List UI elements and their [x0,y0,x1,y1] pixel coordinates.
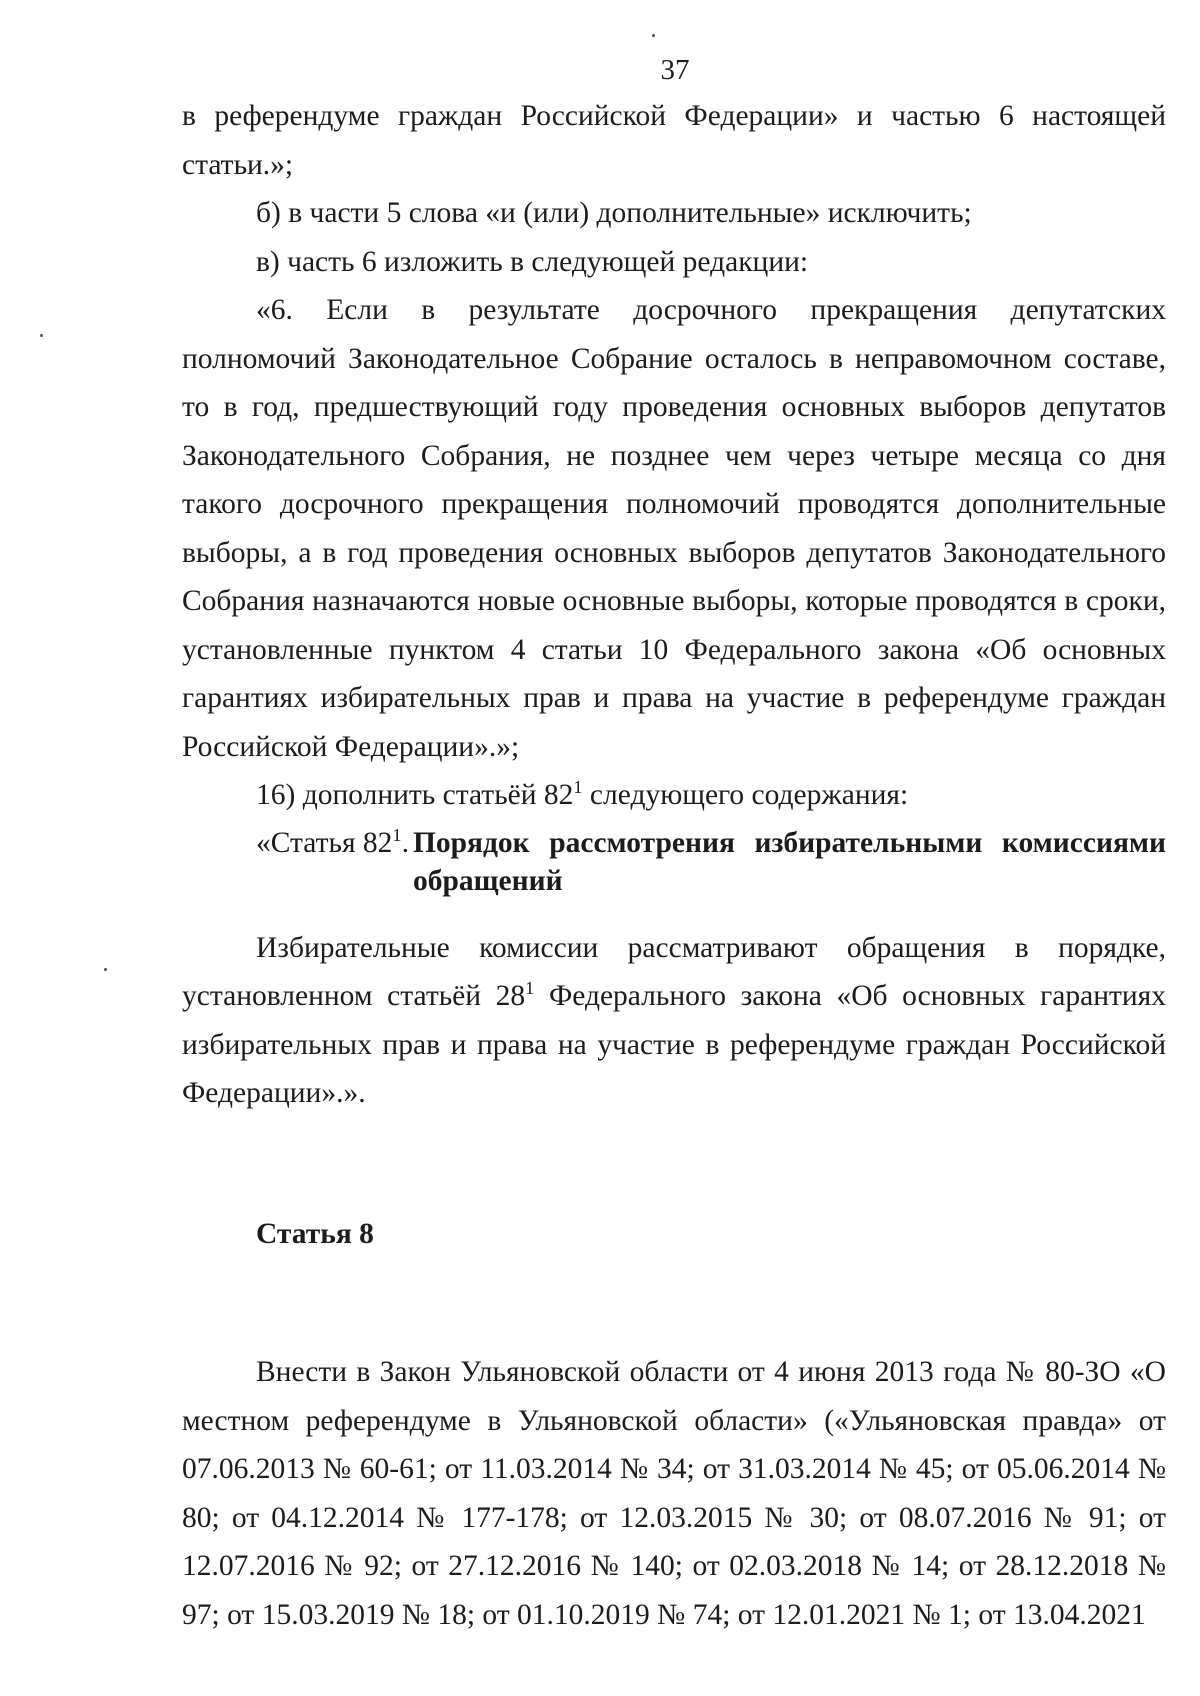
paragraph-item-16 [182,771,1166,820]
article-82-1-heading [182,824,1166,900]
article-8-body: Внести в Закон Ульяновской области от 4 июня 2013 года № 80-ЗО «О местном референдуме в Ульяновской области» («Ульяновская правда» от 07.06.2013 № 60-61; от 11.03.2014 № 34; от 31.03.2014 № 45; от 05.06.2014 № 80; от 04.12.2014 № 177-178; от 12.03.2015 № 30; от 08.07.2016 № 91; от 12.07.2016 № 92; от 27.12.2016 № 140; от 02.03.2018 № 14; от 28.12.2018 № 97; от 15.03.2019 № 18; от 01.10.2019 № 74; от 12.01.2021 № 1; от 13.04.2021 [182,1356,1166,1631]
document-body [182,92,1166,1639]
article-82-1-label: «Статья $82^1$. [256,824,409,859]
paragraph-item-b: б) в части 5 слова «и (или) дополнительные» исключить; [256,197,972,229]
superscript: 1 [392,824,402,845]
paragraph-part-6: «6. Если в результате досрочного прекращения депутатских полномочий Законодательное Собрание осталось в неправомочном составе, то в год, предшествующий году проведения основных выборов депутатов Законодательного Собрания, не позднее чем через четыре месяца со дня такого досрочного прекращения полномочий проводятся дополнительные выборы, а в год проведения основных выборов депутатов Законодательного Собрания назначаются новые основные выборы, которые проводятся в сроки, установленные пунктом 4 статьи 10 Федерального закона «Об основных гарантиях избирательных прав и права на участие в референдуме граждан Российской Федерации».»; [182,294,1166,763]
page-number: 37 [660,54,690,86]
article-8-heading: Статья 8 [256,1217,374,1250]
item-16-text: 16) дополнить статьёй 82 [256,779,574,811]
superscript: 1 [525,978,535,999]
scan-speck [652,34,655,37]
article-82-1-body: Избирательные комиссии рассматривают обращения в порядке, установленном статьёй $28^1$ Федерального закона «Об основных гарантиях избирательных прав и права на участие в референдуме граждан Российской Федерации».». [182,931,1166,1109]
article-82-1-title: Порядок рассмотрения избирательными комиссиями обращений [412,826,1166,897]
paragraph-item-v: в) часть 6 изложить в следующей редакции: [256,245,809,278]
superscript: 1 [573,777,583,798]
paragraph-continuation: в референдуме граждан Российской Федерации» и частью 6 настоящей статьи.»; [182,100,1166,181]
item-16-text-end: следующего содержания: [582,779,909,811]
scan-speck [104,968,107,971]
scan-speck [40,334,43,337]
